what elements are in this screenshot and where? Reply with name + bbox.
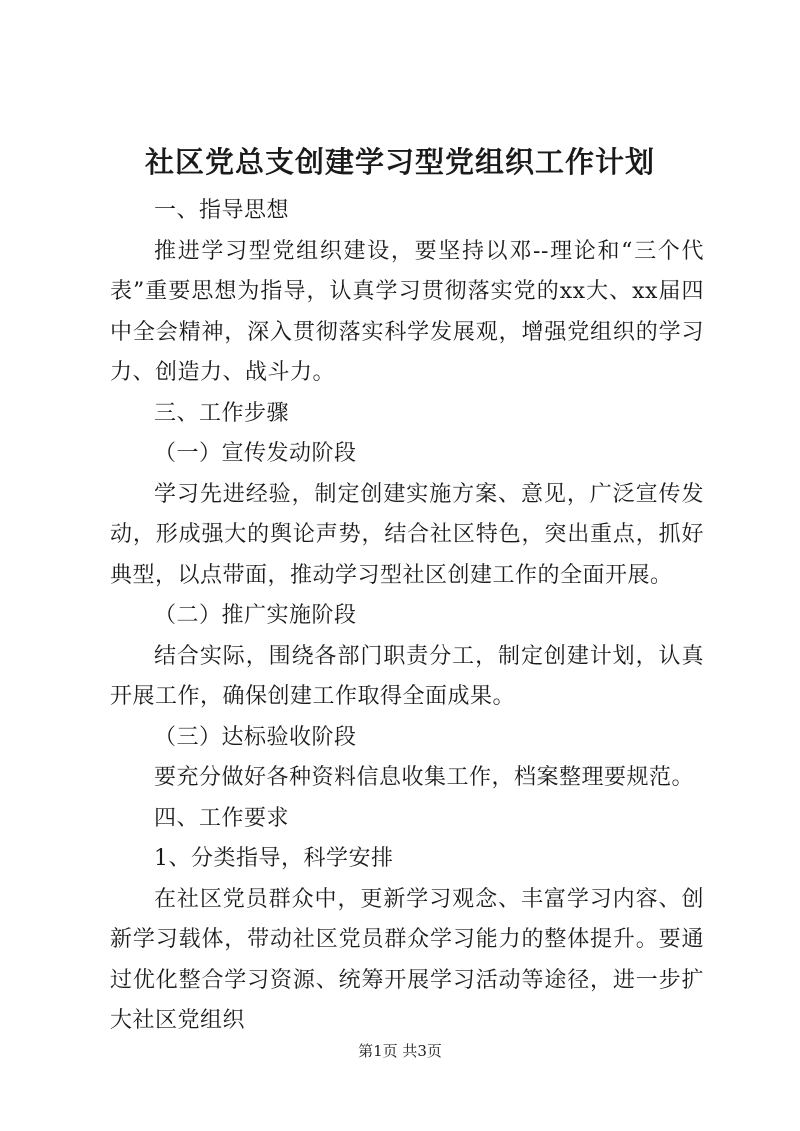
section-heading-guiding-ideology: 一、指导思想 [154, 198, 290, 223]
paragraph: 要充分做好各种资料信息收集工作，档案整理要规范。 [154, 765, 695, 790]
subsection-heading: （二）推广实施阶段 [154, 603, 357, 628]
paragraph: 推进学习型党组织建设，要坚持以邓--理论和“三个代表”重要思想为指导，认真学习贯彻落实党的xx大、xx届四中全会精神，深入贯彻落实科学发展观，增强党组织的学习力、创造力、战斗力。 [110, 238, 704, 385]
subsection-heading: 1、分类指导，科学安排 [154, 846, 394, 871]
section-heading-work-requirements: 四、工作要求 [154, 805, 290, 831]
paragraph: 学习先进经验，制定创建实施方案、意见，广泛宣传发动，形成强大的舆论声势，结合社区特色，突出重点，抓好典型，以点带面，推动学习型社区创建工作的全面开展。 [110, 481, 704, 588]
page-number-footer: 第1页 共3页 [358, 1042, 442, 1060]
section-heading-work-steps: 三、工作步骤 [154, 400, 290, 426]
subsection-heading: （三）达标验收阶段 [154, 724, 357, 750]
paragraph: 在社区党员群众中，更新学习观念、丰富学习内容、创新学习载体，带动社区党员群众学习能力的整体提升。要通过优化整合学习资源、统筹开展学习活动等途径，进一步扩大社区党组织 [110, 886, 704, 1033]
document-body [110, 191, 704, 1042]
document-title: 社区党总支创建学习型党组织工作计划 [144, 145, 655, 179]
subsection-heading: （一）宣传发动阶段 [154, 441, 357, 466]
paragraph: 结合实际，围绕各部门职责分工，制定创建计划，认真开展工作，确保创建工作取得全面成果。 [110, 643, 704, 709]
